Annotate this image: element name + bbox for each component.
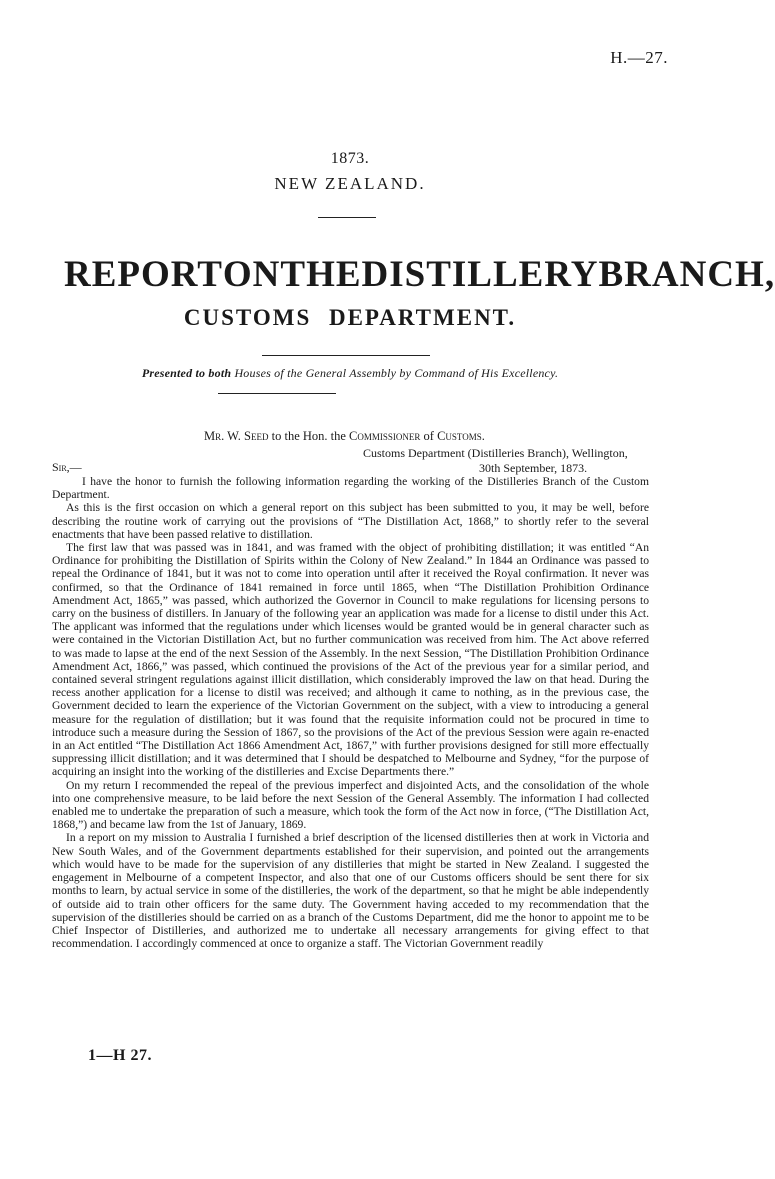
title-word: REPORT — [64, 254, 223, 295]
letter-addressing — [204, 429, 485, 444]
letter-date: 30th September, 1873. — [479, 461, 588, 475]
report-title — [64, 253, 775, 296]
report-subtitle: CUSTOMS DEPARTMENT. — [183, 305, 517, 330]
body-paragraph: As this is the first occasion on which a general report on this subject has been submitted to you, it may be well, before describing the routine work of carrying out the provisions of “The Distillation Act, 1868,” to shortly refer to the several enactments that have been passed relative to distillation. — [52, 501, 649, 541]
presented-line — [0, 366, 700, 381]
year: 1873. — [330, 150, 370, 167]
title-word: DISTILLERY — [361, 254, 599, 295]
country: NEW ZEALAND. — [274, 174, 426, 193]
presented-rest: Houses of the General Assembly by Command of His Excellency. — [234, 366, 559, 380]
body-paragraph: The first law that was passed was in 1841, and was framed with the object of prohibiting distillation; it was entitled “An Ordinance for prohibiting the Distillation of Spirits within the Colony of New Zealand.” In 1844 an Ordinance was passed to repeal the Ordinance of 1841, but it was not to come into operation until after it received the Royal confirmation. It never was confirmed, so that the Ordinance of 1841 remained in force until 1865, when “The Distillation Prohibition Ordinance Amendment Act, 1865,” was passed, which authorized the Governor in Council to make regulations for licensing persons to carry on the business of distillers. In January of the following year an application was made for a license to distil under this Act. The applicant was informed that the regulations under which licenses would be granted would be in general character such as were contained in the Victorian Distillation Act, but no further communication was received from him. The Act above referred to was made to lapse at the end of the next Session of the Assembly. In the next Session, “The Distillation Prohibition Ordinance Amendment Act, 1866,” was passed, which continued the provisions of the Act of the previous year for a similar period, and contained several stringent regulations against illicit distillation, which considerably improved the law on that head. During the recess another application for a license to distil was received; and although it came to nothing, as in the previous case, the Government decided to learn the experience of the Victorian Government on the subject, with a view to introducing a general measure for the regulation of distillation; but it was found that the requisite information could not be procured in time to introduce such a measure during the Session of 1867, so the provisions of the Act of the previous Session were again re-enacted in an Act entitled “The Distillation Act 1866 Amendment Act, 1867,” with further provisions designed for still more effectually suppressing illicit distillation; and it was determined that I should be despatched to Melbourne and Sydney, “for the purpose of acquiring an insight into the working of the distilleries and Excise Departments there.” — [52, 541, 649, 779]
addressing-connector: of — [423, 429, 434, 443]
title-word: THE — [280, 254, 362, 295]
page-reference: H.—27. — [610, 48, 668, 67]
letter-salutation: Sir,— — [52, 460, 82, 474]
addressing-connector: to the Hon. the — [271, 429, 346, 443]
title-word: ON — [222, 254, 281, 295]
short-rule — [318, 217, 376, 218]
footer-signature: 1—H 27. — [88, 1047, 152, 1064]
sender-name: Mr. W. Seed — [204, 429, 269, 443]
presented-lead: Presented to both — [141, 366, 232, 380]
body-paragraph: I have the honor to furnish the following information regarding the working of the Distilleries Branch of the Custom Department. — [52, 475, 649, 502]
recipient-department: Customs. — [437, 429, 485, 443]
divider-rule — [262, 355, 430, 356]
body-paragraph: In a report on my mission to Australia I furnished a brief description of the licensed distilleries then at work in Victoria and New South Wales, and of the Government departments established for their supervision, and pointed out the arrangements which would have to be made for the supervision of any distilleries that might be started in New Zealand. I suggested the engagement in Melbourne of a competent Inspector, and also that one of our Customs officers should be sent there for six months to learn, by actual service in some of the distilleries, the work of the department, so that he might be able independently of outside aid to train other officers for the same duty. The Government having acceded to my recommendation that the supervision of the distilleries should be carried on as a branch of the Customs Department, did me the honor to appoint me to be Chief Inspector of Distilleries, and authorized me to undertake all necessary arrangements for giving effect to that recommendation. I accordingly commenced at once to organize a staff. The Victorian Government readily — [52, 831, 649, 951]
letter-place: Customs Department (Distilleries Branch), Wellington, — [363, 446, 628, 460]
divider-rule — [218, 393, 336, 394]
body-paragraph: On my return I recommended the repeal of the previous imperfect and disjointed Acts, and the consolidation of the whole into one comprehensive measure, to be laid before the next Session of the General Assembly. The information I had collected enabled me to undertake the preparation of such a measure, which took the form of the Act now in force, (“The Distillation Act, 1868,”) and became law from the 1st of January, 1869. — [52, 778, 649, 832]
recipient-title: Commissioner — [349, 429, 421, 443]
letter-body — [52, 475, 649, 950]
title-word: BRANCH, — [598, 254, 775, 295]
